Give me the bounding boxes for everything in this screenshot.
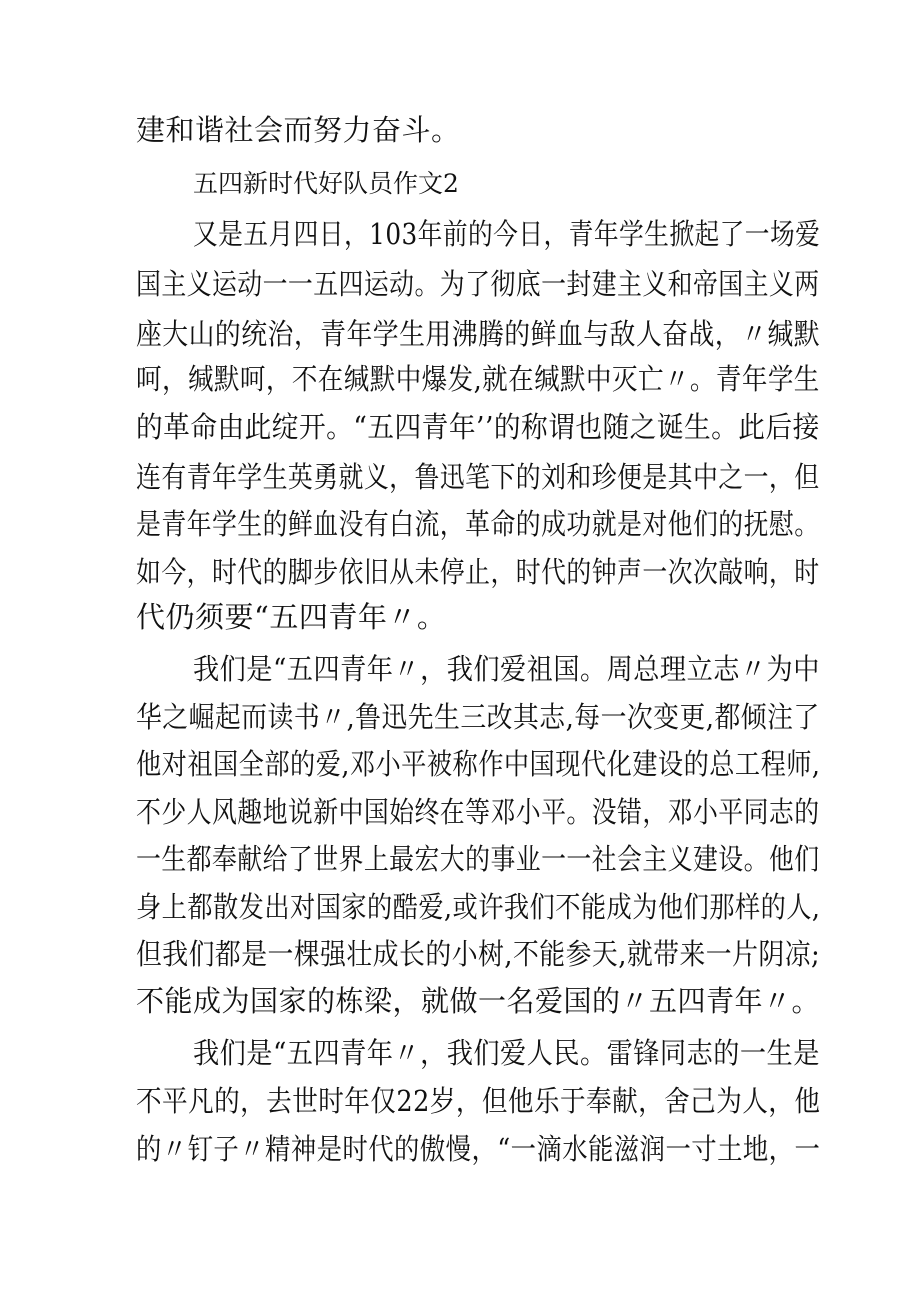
text-line-16: 一生都奉献给了世界上最宏大的事业一一社会主义建设。他们 — [136, 842, 820, 876]
text-line-13: 华之崛起而读书〃,鲁迅先生三改其志,每一次变更,都倾注了 — [136, 700, 820, 734]
text-line-5: 座大山的统治，青年学生用沸腾的鲜血与敌人奋战，〃缄默 — [136, 317, 821, 351]
text-line-1: 建和谐社会而努力奋斗。 — [136, 113, 461, 147]
text-line-14: 他对祖国全部的爱,邓小平被称作中国现代化建设的总工程师, — [136, 747, 821, 781]
text-line-22: 的〃钉子〃精神是时代的傲慢，“一滴水能滋润一寸土地，一 — [136, 1132, 821, 1166]
text-line-9: 是青年学生的鲜血没有白流，革命的成功就是对他们的抚慰。 — [136, 507, 820, 541]
text-line-12: 我们是“五四青年〃，我们爱祖国。周总理立志〃为中 — [193, 652, 820, 686]
text-line-11: 代仍须要“五四青年〃。 — [136, 600, 447, 634]
text-line-10: 如今，时代的脚步依旧从未停止，时代的钟声一次次敲响，时 — [136, 555, 820, 589]
text-line-7: 的革命由此绽开。“五四青年’’的称谓也随之诞生。此后接 — [136, 410, 820, 444]
text-line-20: 我们是“五四青年〃，我们爱人民。雷锋同志的一生是 — [193, 1036, 820, 1070]
text-line-8: 连有青年学生英勇就义，鲁迅笔下的刘和珍便是其中之一，但 — [136, 460, 820, 494]
text-line-17: 身上都散发出对国家的酷爱,或许我们不能成为他们那样的人, — [136, 890, 821, 924]
text-line-4: 国主义运动一一五四运动。为了彻底一封建主义和帝国主义两 — [136, 267, 820, 301]
text-line-21: 不平凡的，去世时年仅22岁，但他乐于奉献，舍己为人，他 — [136, 1084, 821, 1118]
text-line-18: 但我们都是一棵强壮成长的小树,不能参天,就带来一片阴凉; — [136, 937, 821, 971]
text-line-19: 不能成为国家的栋梁，就做一名爱国的〃五四青年〃。 — [136, 984, 821, 1018]
section-title: 五四新时代好队员作文2 — [193, 169, 459, 198]
text-line-15: 不少人风趣地说新中国始终在等邓小平。没错，邓小平同志的 — [136, 795, 820, 829]
text-line-6: 呵，缄默呵，不在缄默中爆发,就在缄默中灭亡〃。青年学生 — [136, 362, 820, 396]
text-line-3: 又是五月四日，103年前的今日，青年学生掀起了一场爱 — [193, 217, 821, 251]
